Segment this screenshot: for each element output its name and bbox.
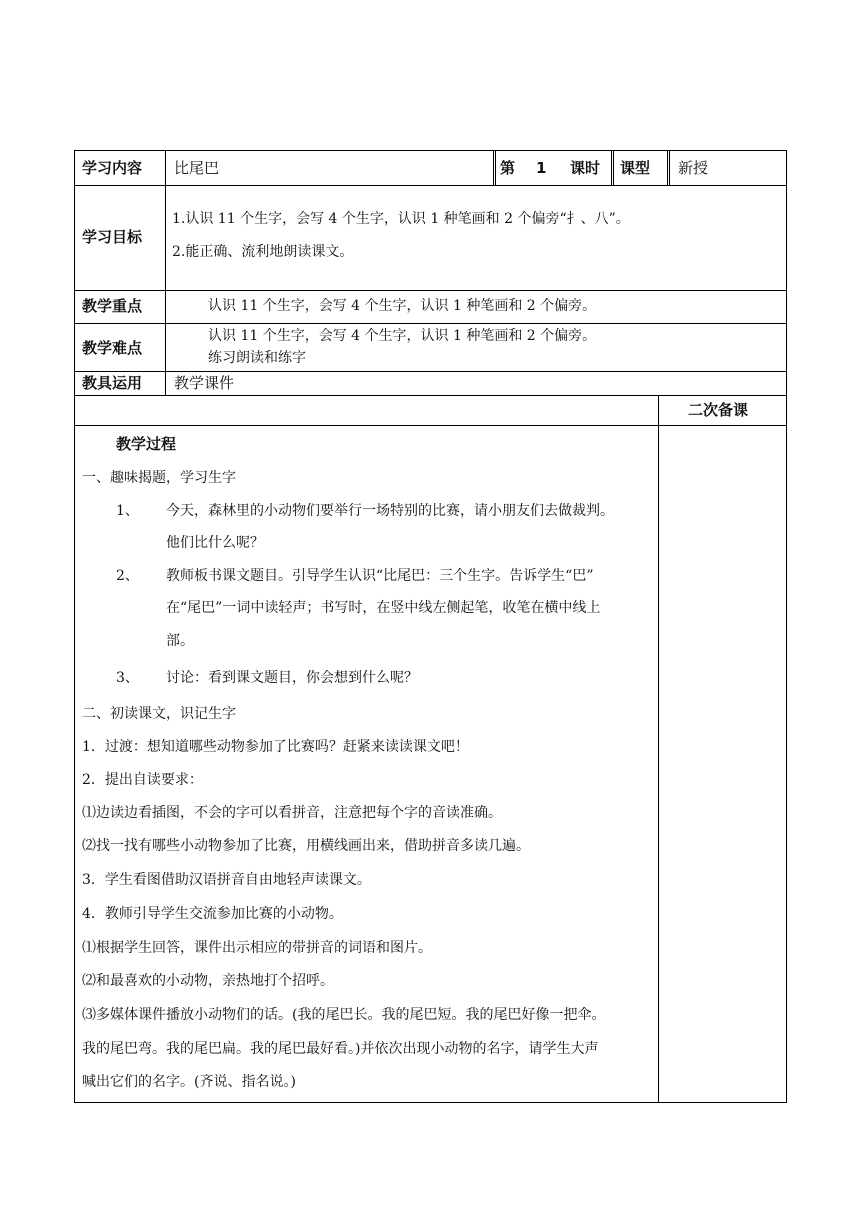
table-border-right [786,150,787,1103]
table-border-left [74,150,75,1103]
item-line: 教师板书课文题目。引导学生认识“比尾巴：三个生字。告诉学生“巴” [166,568,594,584]
process-line: ⑵和最喜欢的小动物，亲热地打个招呼。 [82,973,334,989]
process-line: 1．过渡：想知道哪些动物参加了比赛吗？赶紧来读读课文吧！ [82,739,469,755]
difficulty-line: 练习朗读和练字 [208,350,306,366]
label-learning-content: 学习内容 [82,159,143,177]
value-teaching-tools: 教学课件 [174,374,235,392]
period-prefix: 第 [500,159,516,177]
period-suffix: 课时 [570,159,601,177]
process-line: ⑴边读边看插图，不会的字可以看拼音，注意把每个字的音读准确。 [82,805,502,821]
row-divider [74,395,787,396]
label-learning-goals: 学习目标 [82,228,143,246]
table-border-bottom [74,1102,787,1103]
col-divider [495,150,496,185]
col-divider [669,150,670,185]
row-divider [74,371,787,372]
row-divider [74,185,787,186]
item-line: 讨论：看到课文题目，你会想到什么呢？ [166,670,418,686]
lesson-plan-table [74,150,787,1103]
process-line: 3．学生看图借助汉语拼音自由地轻声读课文。 [82,872,371,888]
process-line: ⑵找一找有哪些小动物参加了比赛，用横线画出来，借助拼音多读几遍。 [82,838,530,854]
label-secondary-prep: 二次备课 [688,401,749,419]
item-number: 2、 [116,568,139,584]
col-divider [493,150,494,185]
item-number: 3、 [116,670,139,686]
label-key-points: 教学重点 [82,297,143,315]
item-line: 部。 [166,633,194,649]
row-divider [74,425,787,426]
period-number: 1 [536,159,547,177]
item-line: 在“尾巴”一词中读轻声；书写时，在竖中线左侧起笔，收笔在横中线上 [166,600,601,616]
col-divider [165,150,166,395]
process-line: 2．提出自读要求： [82,772,203,788]
section-heading: 二、初读课文，识记生字 [82,706,236,722]
label-difficulties: 教学难点 [82,339,143,357]
col-divider [613,150,614,185]
goal-item: 2.能正确、流利地朗读课文。 [172,244,354,260]
process-line: 我的尾巴弯。我的尾巴扁。我的尾巴最好看。)并依次出现小动物的名字，请学生大声 [82,1041,599,1057]
process-line: 喊出它们的名字。(齐说、指名说。) [82,1074,296,1090]
row-divider [74,290,787,291]
col-divider [611,150,612,185]
label-lesson-type: 课型 [620,159,651,177]
item-number: 1、 [116,503,139,519]
item-line: 今天，森林里的小动物们要举行一场特别的比赛，请小朋友们去做裁判。 [166,503,614,519]
item-line: 他们比什么呢？ [166,535,264,551]
section-heading: 一、趣味揭题，学习生字 [82,470,236,486]
table-border-top [74,150,787,151]
label-teaching-tools: 教具运用 [82,374,143,392]
col-divider [667,150,668,185]
process-title: 教学过程 [116,435,177,453]
goal-item: 1.认识 11 个生字，会写 4 个生字，认识 1 种笔画和 2 个偏旁“扌、八”。 [172,211,630,227]
value-lesson-type: 新授 [678,159,709,177]
value-learning-content: 比尾巴 [174,159,220,177]
col-divider-secondary [658,395,659,1103]
process-line: ⑴根据学生回答，课件出示相应的带拼音的词语和图片。 [82,940,432,956]
row-divider [74,323,787,324]
process-line: ⑶多媒体课件播放小动物们的话。(我的尾巴长。我的尾巴短。我的尾巴好像一把伞。 [82,1007,606,1023]
process-line: 4．教师引导学生交流参加比赛的小动物。 [82,906,343,922]
value-key-points: 认识 11 个生字，会写 4 个生字，认识 1 种笔画和 2 个偏旁。 [208,298,597,314]
difficulty-line: 认识 11 个生字，会写 4 个生字，认识 1 种笔画和 2 个偏旁。 [208,328,597,344]
